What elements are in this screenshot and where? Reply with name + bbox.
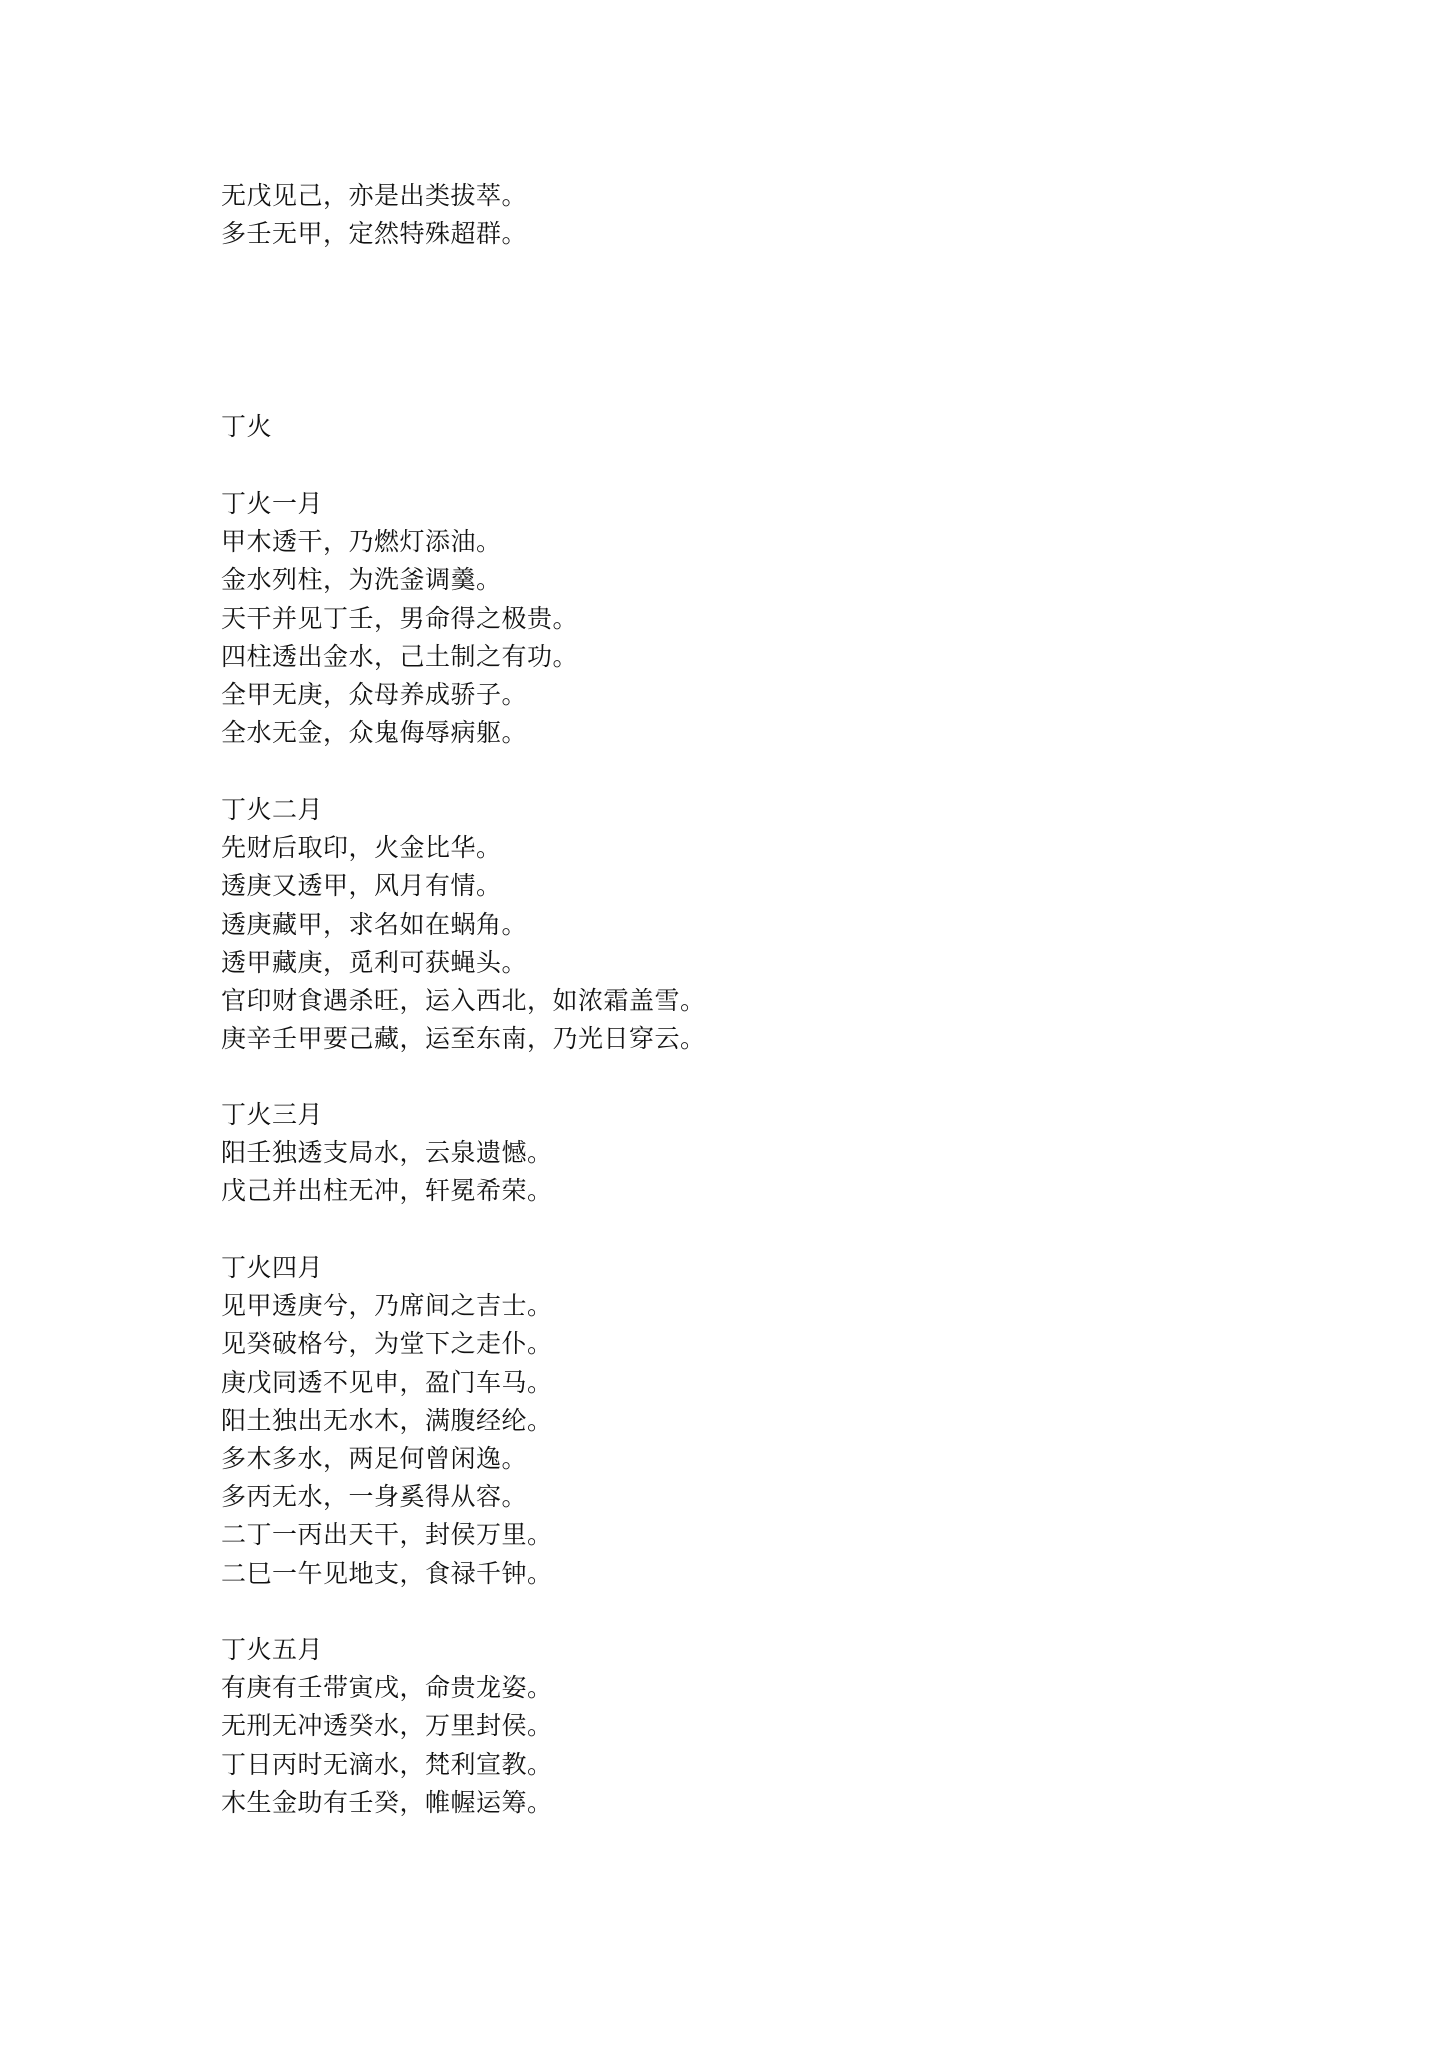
month-section-2 (221, 791, 1221, 1058)
text-line: 甲木透干，乃燃灯添油。 (221, 527, 502, 557)
text-line: 先财后取印，火金比华。 (221, 833, 502, 863)
text-line: 木生金助有壬癸，帷幄运筹。 (221, 1787, 553, 1817)
text-line: 官印财食遇杀旺，运入西北，如浓霜盖雪。 (221, 985, 706, 1015)
text-line: 二巳一午见地支，食禄千钟。 (221, 1558, 553, 1588)
text-line: 透庚又透甲，风月有情。 (221, 871, 502, 901)
month-heading: 丁火三月 (221, 1100, 324, 1129)
text-line: 多丙无水，一身奚得从容。 (221, 1482, 528, 1512)
month-section-5 (221, 1631, 1221, 1822)
text-line: 戊己并出柱无冲，轩冕希荣。 (221, 1176, 553, 1206)
text-line: 金水列柱，为洗釜调羹。 (221, 565, 502, 595)
text-line: 见甲透庚兮，乃席间之吉士。 (221, 1291, 553, 1321)
text-line: 庚辛壬甲要己藏，运至东南，乃光日穿云。 (221, 1024, 706, 1054)
text-line: 无刑无冲透癸水，万里封侯。 (221, 1711, 553, 1741)
month-section-1 (221, 485, 1221, 752)
month-heading: 丁火四月 (221, 1253, 324, 1282)
text-line: 多木多水，两足何曾闲逸。 (221, 1443, 528, 1473)
text-line: 丁日丙时无滴水，梵利宣教。 (221, 1749, 553, 1779)
section-title: 丁火 (221, 412, 273, 441)
intro-block (221, 177, 1221, 253)
text-line: 有庚有壬带寅戌，命贵龙姿。 (221, 1673, 553, 1703)
month-section-4 (221, 1249, 1221, 1593)
month-heading: 丁火一月 (221, 489, 324, 518)
text-line: 庚戊同透不见申，盈门车马。 (221, 1367, 553, 1397)
text-line: 见癸破格兮，为堂下之走仆。 (221, 1329, 553, 1359)
text-line: 全水无金，众鬼侮辱病躯。 (221, 718, 528, 748)
month-heading: 丁火二月 (221, 795, 324, 824)
text-line: 多壬无甲，定然特殊超群。 (221, 219, 528, 249)
text-line: 二丁一丙出天干，封侯万里。 (221, 1520, 553, 1550)
text-line: 全甲无庚，众母养成骄子。 (221, 679, 528, 709)
text-line: 阳壬独透支局水，云泉遗憾。 (221, 1138, 553, 1168)
text-line: 透庚藏甲，求名如在蜗角。 (221, 909, 528, 939)
text-line: 天干并见丁壬，男命得之极贵。 (221, 603, 579, 633)
text-line: 无戊见己，亦是出类拔萃。 (221, 181, 528, 210)
month-heading: 丁火五月 (221, 1635, 324, 1664)
section-title-block (221, 408, 1221, 446)
text-line: 透甲藏庚，觅利可获蝇头。 (221, 947, 528, 977)
text-line: 四柱透出金水，己土制之有功。 (221, 641, 579, 671)
month-section-3 (221, 1096, 1221, 1211)
text-line: 阳土独出无水木，满腹经纶。 (221, 1405, 553, 1435)
